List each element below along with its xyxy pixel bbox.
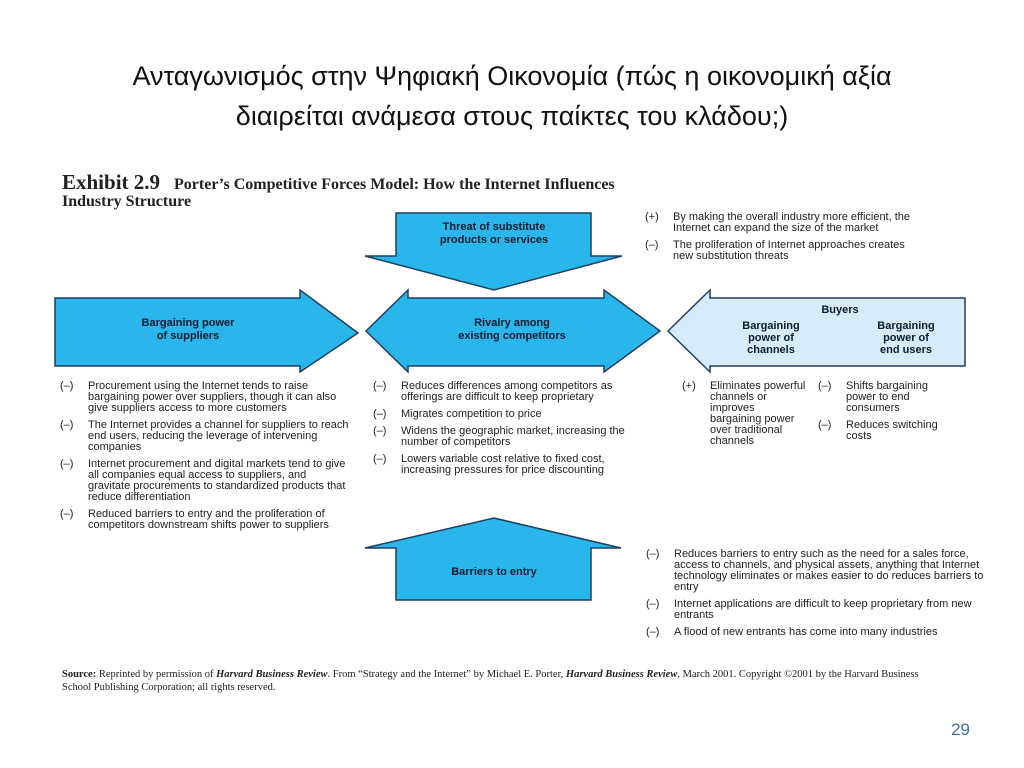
buyers-channels-label-1: Bargaining — [742, 320, 800, 332]
note-sign: (–) — [646, 626, 660, 638]
slide-title-line-2: διαιρείται ανάμεσα στους παίκτες του κλάδου;) — [235, 101, 789, 131]
suppliers-label-2: of suppliers — [156, 330, 220, 342]
note-item — [60, 381, 350, 414]
rivalry-label-2: existing competitors — [458, 330, 566, 342]
slide-title-line-1: Ανταγωνισμός στην Ψηφιακή Οικονομία (πώς η οικονομική αξία — [132, 61, 892, 91]
note-sign: (–) — [646, 548, 660, 560]
note-item — [818, 381, 958, 414]
note-text: Lowers variable cost relative to fixed cost, increasing pressures for price discounting — [401, 453, 605, 476]
source-journal-2: Harvard Business Review — [565, 669, 678, 680]
entry-notes — [646, 549, 986, 644]
note-sign: (–) — [60, 380, 74, 392]
buyers-title: Buyers — [821, 304, 859, 316]
note-item — [682, 381, 808, 447]
substitutes-label-2: products or services — [439, 234, 549, 246]
note-text: Reduces switching costs — [846, 419, 938, 442]
note-item — [818, 420, 958, 442]
channels-notes — [682, 381, 808, 453]
note-item — [646, 599, 986, 621]
note-sign: (–) — [373, 453, 387, 465]
note-text: The Internet provides a channel for suppliers to reach end users, reducing the leverage of intervening companies — [88, 419, 349, 453]
note-text: Internet procurement and digital markets tend to give all companies equal access to suppliers, and gravitate procurements to standardized products that reduce differentiation — [88, 458, 346, 503]
buyers-end-users-label-2: power of — [883, 332, 929, 344]
note-sign: (–) — [818, 419, 832, 431]
note-item — [60, 420, 350, 453]
note-sign: (–) — [645, 239, 659, 251]
note-text: Internet applications are difficult to keep proprietary from new entrants — [674, 598, 972, 621]
entry-arrow — [365, 518, 621, 600]
note-item — [646, 549, 986, 593]
note-sign: (+) — [645, 211, 659, 223]
buyers-end-users-label-1: Bargaining — [877, 320, 935, 332]
note-text: Procurement using the Internet tends to raise bargaining power over suppliers, though it can also give suppliers access to more customers — [88, 380, 337, 414]
end-users-notes — [818, 381, 958, 448]
rivalry-label-1: Rivalry among — [474, 317, 550, 329]
suppliers-label-1: Bargaining power — [141, 317, 235, 329]
note-sign: (–) — [60, 419, 74, 431]
note-item — [646, 627, 986, 638]
exhibit-label: Exhibit 2.9 — [62, 170, 161, 194]
buyers-end-users-label-3: end users — [880, 344, 932, 356]
note-sign: (–) — [373, 408, 387, 420]
note-sign: (–) — [60, 458, 74, 470]
note-item — [60, 459, 350, 503]
note-item — [645, 212, 920, 234]
note-text: Shifts bargaining power to end consumers — [846, 380, 928, 414]
suppliers-notes — [60, 381, 350, 537]
note-item — [373, 409, 653, 420]
note-sign: (–) — [646, 598, 660, 610]
rivalry-notes — [373, 381, 653, 482]
note-item — [373, 454, 653, 476]
note-sign: (+) — [682, 380, 696, 392]
source-text-3: , March 2001. Copyright ©2001 by the Harvard Business School Publishing Corporation; all rights reserved. — [62, 669, 919, 693]
substitutes-notes — [645, 212, 920, 268]
exhibit-caption: Porter’s Competitive Forces Model: How the Internet Influences — [174, 176, 615, 193]
source-note — [62, 668, 942, 694]
substitutes-label-1: Threat of substitute — [442, 221, 546, 233]
note-sign: (–) — [60, 508, 74, 520]
note-sign: (–) — [373, 380, 387, 392]
note-item — [60, 509, 350, 531]
note-text: Widens the geographic market, increasing the number of competitors — [401, 425, 625, 448]
source-text-1: Reprinted by permission of — [96, 669, 217, 680]
note-sign: (–) — [818, 380, 832, 392]
entry-label: Barriers to entry — [451, 566, 537, 578]
note-text: A flood of new entrants has come into many industries — [674, 626, 938, 638]
note-text: Reduced barriers to entry and the proliferation of competitors downstream shifts power to suppliers — [88, 508, 329, 531]
note-text: Migrates competition to price — [401, 408, 542, 420]
note-text: Reduces barriers to entry such as the need for a sales force, access to channels, and physical assets, anything that Internet technology eliminates or makes easier to do reduces barriers to entry — [674, 548, 984, 593]
note-text: Reduces differences among competitors as offerings are difficult to keep proprietary — [401, 380, 613, 403]
buyers-channels-label-2: power of — [748, 332, 794, 344]
exhibit-caption-line-2: Industry Structure — [62, 193, 192, 210]
source-lead: Source: — [62, 669, 97, 680]
note-text: By making the overall industry more efficient, the Internet can expand the size of the market — [673, 211, 911, 234]
note-sign: (–) — [373, 425, 387, 437]
note-item — [373, 426, 653, 448]
buyers-channels-label-3: channels — [747, 344, 795, 356]
note-text: The proliferation of Internet approaches creates new substitution threats — [673, 239, 905, 262]
note-item — [373, 381, 653, 403]
note-item — [645, 240, 920, 262]
note-text: Eliminates powerful channels or improves bargaining power over traditional channels — [710, 380, 806, 447]
source-text-2: . From “Strategy and the Internet” by Michael E. Porter, — [327, 669, 566, 680]
source-journal-1: Harvard Business Review — [216, 669, 328, 680]
page-number: 29 — [951, 720, 970, 739]
